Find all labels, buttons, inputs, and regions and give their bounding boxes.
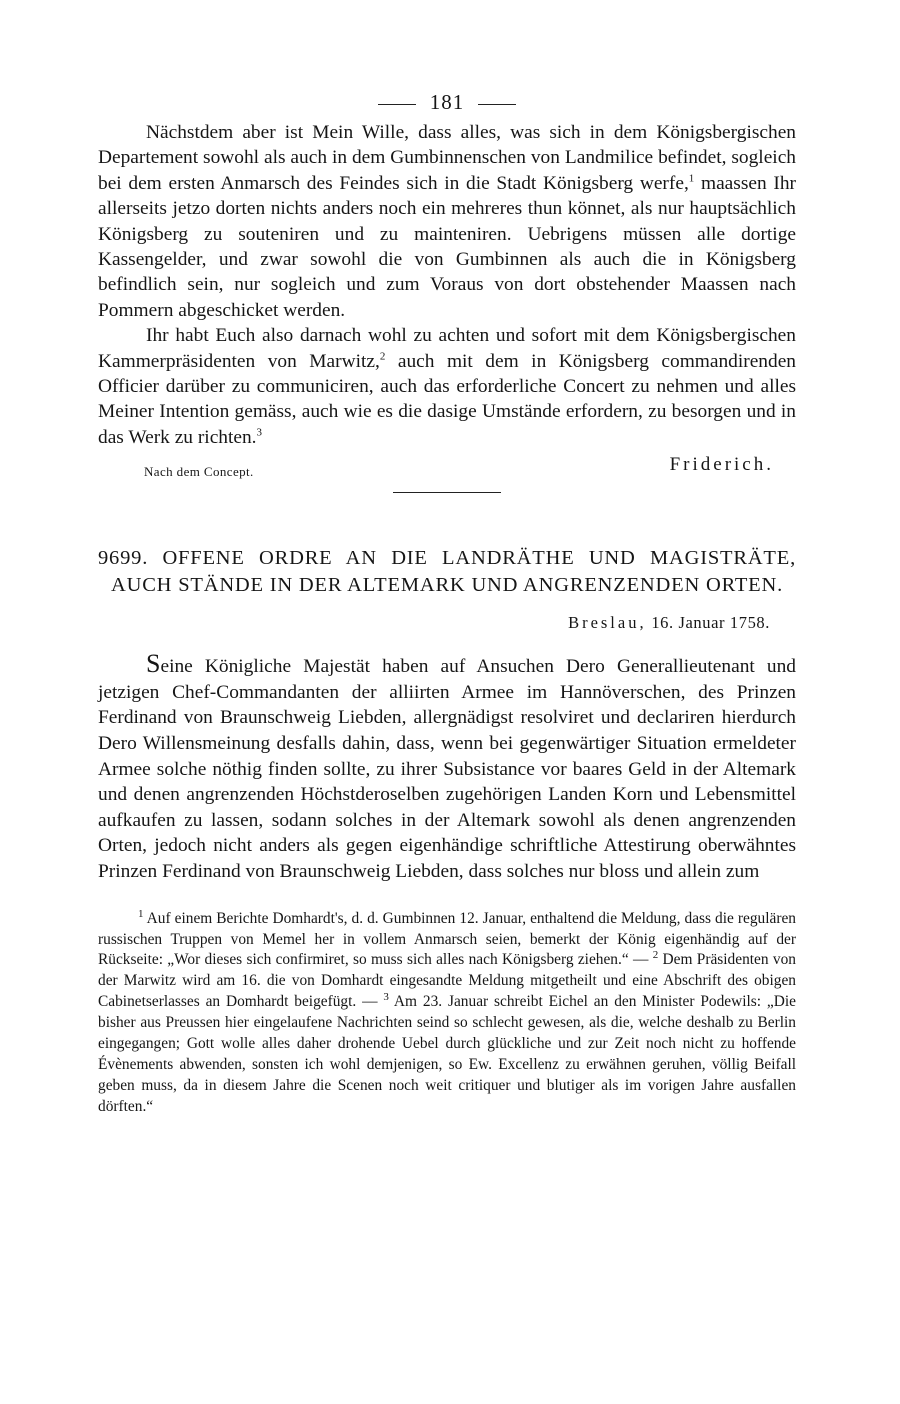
text-segment: Dem Präsidenten von der Marwitz wird am 16. die von Domhardt eingesandte Meldung mitgetheilt und eine Abschrift des obigen Cabinetserlasses an Domhardt beigefügt. — (98, 951, 796, 1011)
footnote-marker: 2 (379, 350, 386, 363)
text-segment: maassen Ihr allerseits jetzo dorten nichts anders noch ein mehreres thun könnet, als nur hauptsächlich Königsberg zu souteniren und zu mainteniren. Uebrigens müssen alle dortige Kassengelder, und zwar sowohl die von Gumbinnen als auch die in Königsberg befindlich sein, nur sogleich und zum Voraus von dort obstehender Maassen nach Pommern abgeschicket werden. (98, 172, 796, 321)
header-dash-left (378, 104, 416, 105)
order-text (98, 651, 796, 884)
book-page (98, 84, 796, 1118)
page-header (98, 84, 796, 120)
section-divider (393, 492, 501, 493)
order-body: eine Königliche Majestät haben auf Ansuchen Dero Generallieutenant und jetzigen Chef-Commandanten der alliirten Armee im Hannöverschen, des Prinzen Ferdinand von Braunschweig Liebden, allergnädigst resolviret und declariren hierdurch Dero Willensmeinung desfalls dahin, dass, wenn bei gegenwärtiger Situation ermeldeter Armee solche nöthig finden sollte, zu ihrer Subsistance vor baares Geld in der Altemark und denen angrenzenden Höchstderoselben zugehörigen Landen Korn und Lebensmittel aufkaufen zu lassen, sodann solches in der Altemark sowohl als denen angrenzenden Orten, jedoch nicht anders als gegen eigenhändige schriftliche Attestirung oberwähntes Prinzen Ferdinand von Braunschweig Liebden, dass solches nur bloss und allein zum (98, 656, 796, 883)
text-segment: Am 23. Januar schreibt Eichel an den Minister Podewils: „Die bisher aus Preussen hier eingelaufene Nachrichten seind so schlecht gewesen, als die, welche deshalb zu Berlin eingegangen; Gott wolle alles daher drohende Uebel durch glückliche und zur Zeit noch nicht zu hoffende Évènements abwenden, sonsten ich wohl demjenigen, so Ew. Excellenz zu erwähnen geruhen, völlig Beifall geben muss, da in diesem Jahre die Scenen noch weit critiquer und blutiger als im vorigen Jahre ausfallen dörften.“ (98, 993, 796, 1115)
order-paragraph (98, 651, 796, 884)
signature: Friderich. (669, 454, 774, 476)
source-note: Nach dem Concept. (144, 464, 254, 480)
footnote-marker: 3 (383, 991, 389, 1004)
letter-paragraph-1 (98, 120, 796, 323)
dateline-date: 16. Januar 1758. (651, 613, 770, 633)
dateline (98, 613, 770, 633)
footnotes-paragraph (98, 909, 796, 1118)
letter-signoff (98, 454, 796, 490)
footnotes (98, 909, 796, 1118)
text-segment: Nächstdem aber ist Mein Wille, dass alles, was sich in dem Königsbergischen Departement sowohl als auch in dem Gumbinnenschen von Landmilice befindet, sogleich bei dem ersten Anmarsch des Feindes sich in die Stadt Königsberg werfe, (98, 122, 796, 194)
text-segment: Auf einem Berichte Domhardt's, d. d. Gumbinnen 12. Januar, enthaltend die Meldung, dass die regulären russischen Truppen von Memel her in vollem Anmarsch seien, bemerkt der König eigenhändig auf der Rückseite: „Wor dieses sich confirmiret, so muss sich alles nach Königsberg ziehen.“ — (98, 909, 796, 969)
footnote-marker: 3 (256, 426, 263, 439)
letter-text (98, 120, 796, 450)
order-initial-letter: S (146, 649, 161, 679)
footnote-marker: 1 (688, 172, 695, 185)
text-segment: auch mit dem in Königsberg commandirenden Officier darüber zu communiciren, auch das erforderliche Concert zu nehmen und alles Meiner Intention gemäss, auch wie es die dasige Umstände erfordern, zu besorgen und in das Werk zu richten. (98, 350, 796, 448)
header-dash-right (478, 104, 516, 105)
footnote-marker: 2 (652, 949, 659, 962)
letter-paragraph-2 (98, 323, 796, 450)
footnote-marker: 1 (138, 907, 144, 920)
page-number: 181 (429, 90, 465, 114)
dateline-place: Breslau, (568, 613, 647, 633)
document-heading: 9699. OFFENE ORDRE AN DIE LANDRÄTHE UND MAGISTRÄTE, AUCH STÄNDE IN DER ALTEMARK UND ANGRENZENDEN ORTEN. (98, 547, 796, 597)
text-segment: Ihr habt Euch also darnach wohl zu achten und sofort mit dem Königsbergischen Kammerpräsidenten von Marwitz, (98, 325, 796, 372)
